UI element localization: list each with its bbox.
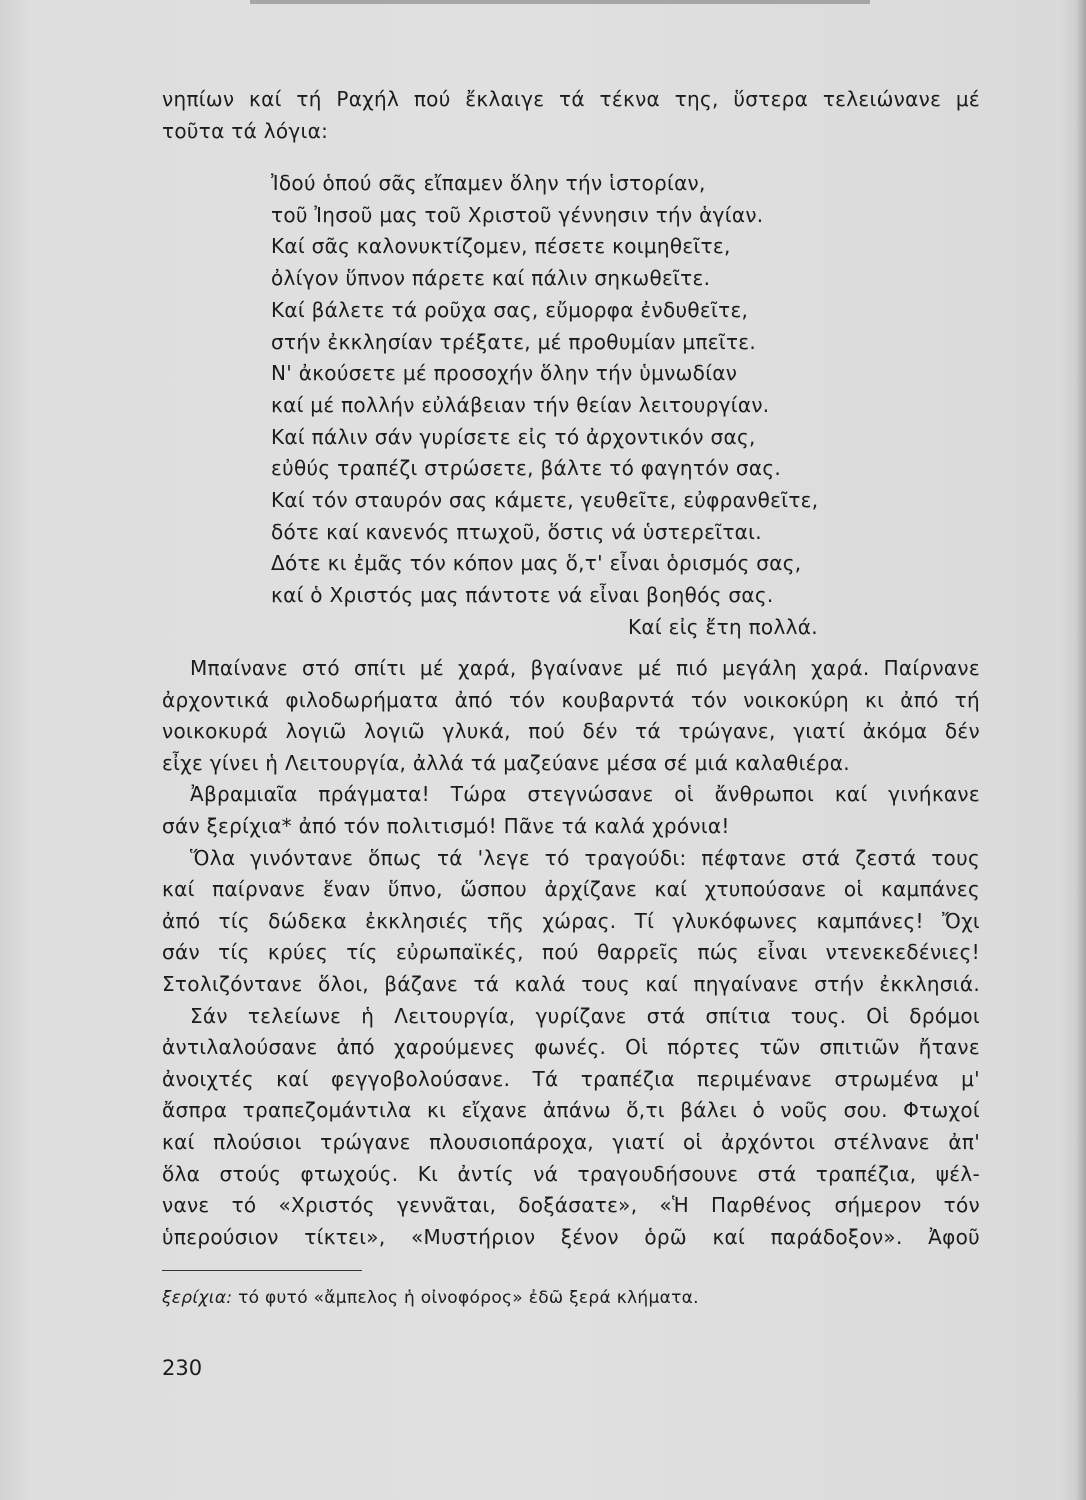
poem-line: στήν ἐκκλησίαν τρέξατε, μέ προθυμίαν μπεῖτε. — [271, 329, 757, 354]
page-spine-shadow — [1076, 0, 1086, 1500]
text-line: τοῦτα τά λόγια: — [162, 118, 329, 143]
prose-body — [162, 653, 980, 1253]
poem-line: Ἰδού ὁπού σᾶς εἴπαμεν ὅλην τήν ἱστορίαν, — [271, 171, 706, 195]
footnote-text: τό φυτό «ἄμπελος ἡ οἰνοφόρος» ἐδῶ ξερά κλήματα. — [232, 1288, 699, 1308]
prose-line: καί πλούσιοι τρώγανε πλουσιοπάροχα, γιατί οἱ ἀρχόντοι στέλνανε ἀπ' — [162, 1129, 980, 1154]
prose-line: καί παίρνανε ἕναν ὕπνο, ὥσπου ἀρχίζανε καί χτυπούσανε οἱ καμπάνες — [162, 877, 980, 902]
prose-line: Σάν τελείωνε ἡ Λειτουργία, γυρίζανε στά σπίτια τους. Οἱ δρόμοι — [190, 1003, 980, 1028]
poem-line: καί ὁ Χριστός μας πάντοτε νά εἶναι βοηθός σας. — [271, 583, 774, 608]
prose-line: ἀνοιχτές καί φεγγοβολούσανε. Τά τραπέζια περιμένανε στρωμένα μ' — [162, 1066, 980, 1091]
footnote-separator — [162, 1270, 362, 1271]
prose-line: Μπαίνανε στό σπίτι μέ χαρά, βγαίνανε μέ πιό μεγάλη χαρά. Παίρνανε — [190, 656, 980, 680]
prose-line: ἀρχοντικά φιλοδωρήματα ἀπό τόν κουβαρντά τόν νοικοκύρη κι ἀπό τή — [162, 687, 980, 712]
poem-line: Δότε κι ἐμᾶς τόν κόπον μας ὅ,τ' εἶναι ὁρισμός σας, — [271, 551, 802, 576]
poem-line: Καί τόν σταυρόν σας κάμετε, γευθεῖτε, εὐφρανθεῖτε, — [271, 488, 819, 513]
prose-line: ὑπερούσιον τίκτει», «Μυστήριον ξένον ὁρῶ καί παράδοξον». Ἀφοῦ — [162, 1224, 980, 1249]
prose-line: σάν τίς κρύες τίς εὐρωπαϊκές, πού θαρρεῖς πώς εἶναι ντενεκεδένιες! — [162, 940, 980, 965]
poem-line: εὐθύς τραπέζι στρώσετε, βάλτε τό φαγητόν σας. — [271, 456, 782, 481]
prose-line: ἀντιλαλούσανε ἀπό χαρούμενες φωνές. Οἱ πόρτες τῶν σπιτιῶν ἤτανε — [162, 1035, 980, 1060]
page-number: 230 — [162, 1356, 203, 1380]
carol-poem — [271, 168, 921, 644]
poem-closing-line: Καί εἰς ἔτη πολλά. — [628, 614, 818, 639]
poem-line: ὀλίγον ὕπνον πάρετε καί πάλιν σηκωθεῖτε. — [271, 266, 711, 291]
prose-line: Ἀβραμιαῖα πράγματα! Τώρα στεγνώσανε οἱ ἄνθρωποι καί γινήκανε — [190, 782, 980, 807]
poem-line: Καί σᾶς καλονυκτίζομεν, πέσετε κοιμηθεῖτε, — [271, 234, 731, 259]
prose-line: ἀπό τίς δώδεκα ἐκκλησιές τῆς χώρας. Τί γλυκόφωνες καμπάνες! Ὄχι — [162, 908, 980, 933]
scan-edge-shadow — [250, 0, 870, 4]
prose-line: Στολιζόντανε ὅλοι, βάζανε τά καλά τους καί πηγαίνανε στήν ἐκκλησιά. — [162, 971, 980, 996]
footnote — [162, 1288, 699, 1308]
prose-line: Ὅλα γινόντανε ὅπως τά 'λεγε τό τραγούδι: πέφτανε στά ζεστά τους — [190, 845, 980, 870]
poem-line: καί μέ πολλήν εὐλάβειαν τήν θείαν λειτουργίαν. — [271, 392, 770, 417]
text-line: νηπίων καί τή Ραχήλ πού ἔκλαιγε τά τέκνα της, ὕστερα τελειώνανε μέ — [162, 87, 980, 111]
prose-line: εἶχε γίνει ἡ Λειτουργία, ἀλλά τά μαζεύανε μέσα σέ μιά καλαθιέρα. — [162, 750, 850, 775]
poem-line: τοῦ Ἰησοῦ μας τοῦ Χριστοῦ γέννησιν τήν ἁγίαν. — [271, 202, 764, 227]
prose-line: ὅλα στούς φτωχούς. Κι ἀντίς νά τραγουδήσουνε στά τραπέζια, ψέλ- — [162, 1161, 980, 1186]
poem-line: δότε καί κανενός πτωχοῦ, ὅστις νά ὑστερεῖται. — [271, 519, 762, 544]
footnote-term: ξερίχια: — [162, 1288, 233, 1308]
poem-line: Ν' ἀκούσετε μέ προσοχήν ὅλην τήν ὑμνωδίαν — [271, 361, 738, 386]
poem-line: Καί πάλιν σάν γυρίσετε εἰς τό ἀρχοντικόν σας, — [271, 424, 756, 449]
prose-line: νοικοκυρά λογιῶ λογιῶ γλυκά, πού δέν τά τρώγανε, γιατί ἀκόμα δέν — [162, 719, 980, 744]
prose-line: ἄσπρα τραπεζομάντιλα κι εἴχανε ἀπάνω ὅ,τι βάλει ὁ νοῦς σου. Φτωχοί — [162, 1098, 980, 1123]
intro-paragraph — [162, 84, 980, 147]
prose-line: νανε τό «Χριστός γεννᾶται, δοξάσατε», «Ἡ Παρθένος σήμερον τόν — [162, 1193, 980, 1218]
poem-line: Καί βάλετε τά ροῦχα σας, εὔμορφα ἐνδυθεῖτε, — [271, 297, 749, 322]
prose-line: σάν ξερίχια* ἀπό τόν πολιτισμό! Πᾶνε τά καλά χρόνια! — [162, 813, 730, 838]
